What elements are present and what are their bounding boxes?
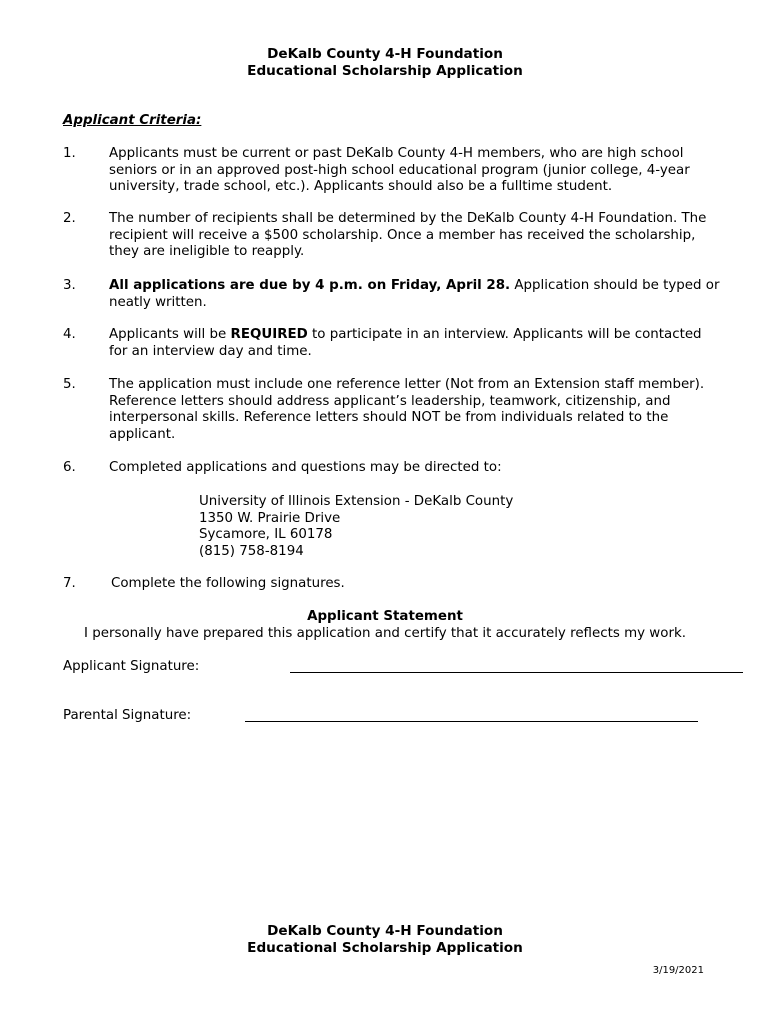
title-line-2: Educational Scholarship Application: [247, 63, 523, 79]
item-text: The application must include one reference letter (Not from an Extension staff member). Reference letters should address applicant’s leadership, teamwork, citizenship, and interpersonal skills. Reference letters should NOT be from individuals related to the applicant.: [109, 377, 705, 442]
item-text: The number of recipients shall be determined by the DeKalb County 4-H Foundation. The recipient will receive a $500 scholarship. Once a member has received the scholarship, they are ineligible to reapply.: [109, 211, 707, 260]
footer-title: [0, 923, 770, 957]
address-street: 1350 W. Prairie Drive: [199, 510, 341, 526]
document-title: [0, 46, 770, 80]
item-text: Completed applications and questions may be directed to:: [109, 460, 502, 475]
address-phone: (815) 758-8194: [199, 543, 304, 559]
revision-date: 3/19/2021: [652, 965, 704, 976]
footer-line-1: DeKalb County 4-H Foundation: [267, 923, 503, 939]
item-number: 3.: [63, 278, 76, 293]
criteria-item-5: [63, 377, 723, 443]
criteria-item-4: [63, 327, 723, 360]
criteria-item-6: [63, 460, 723, 477]
criteria-item-2: [63, 211, 723, 261]
criteria-item-7: [63, 576, 723, 593]
item-text: Application should be typed or neatly written.: [109, 278, 720, 310]
item-number: 6.: [63, 460, 76, 475]
item-number: 7.: [63, 576, 76, 591]
criteria-item-3: [63, 278, 723, 311]
criteria-heading: Applicant Criteria:: [63, 113, 202, 128]
item-number: 5.: [63, 377, 76, 392]
item-number: 4.: [63, 327, 76, 342]
criteria-item-1: [63, 146, 723, 196]
footer-line-2: Educational Scholarship Application: [247, 940, 523, 956]
statement-text: I personally have prepared this application and certify that it accurately reflects my work.: [84, 626, 686, 641]
applicant-signature-label: Applicant Signature:: [63, 659, 200, 674]
address-org: University of Illinois Extension - DeKalb County: [199, 494, 514, 509]
address-city: Sycamore, IL 60178: [199, 527, 333, 543]
item-text-pre: Applicants will be: [109, 327, 231, 342]
statement-title: Applicant Statement: [307, 609, 463, 624]
contact-address: [199, 494, 513, 560]
due-date-notice: All applications are due by 4 p.m. on Friday, April 28.: [109, 278, 511, 293]
item-number: 1.: [63, 146, 76, 161]
item-text: Applicants must be current or past DeKalb County 4-H members, who are high school seniors or in an approved post-high school educational program (junior college, 4-year university, trade school, etc.). Applicants should also be a fulltime student.: [109, 146, 690, 195]
applicant-signature-line[interactable]: [290, 672, 743, 673]
parental-signature-line[interactable]: [245, 721, 698, 722]
required-emphasis: REQUIRED: [230, 327, 308, 342]
parental-signature-label: Parental Signature:: [63, 708, 192, 723]
title-line-1: DeKalb County 4-H Foundation: [267, 46, 503, 62]
item-text: Complete the following signatures.: [111, 576, 345, 591]
item-text: to participate in an interview. Applicants will be contacted for an interview day and time.: [109, 327, 702, 359]
item-number: 2.: [63, 211, 76, 226]
